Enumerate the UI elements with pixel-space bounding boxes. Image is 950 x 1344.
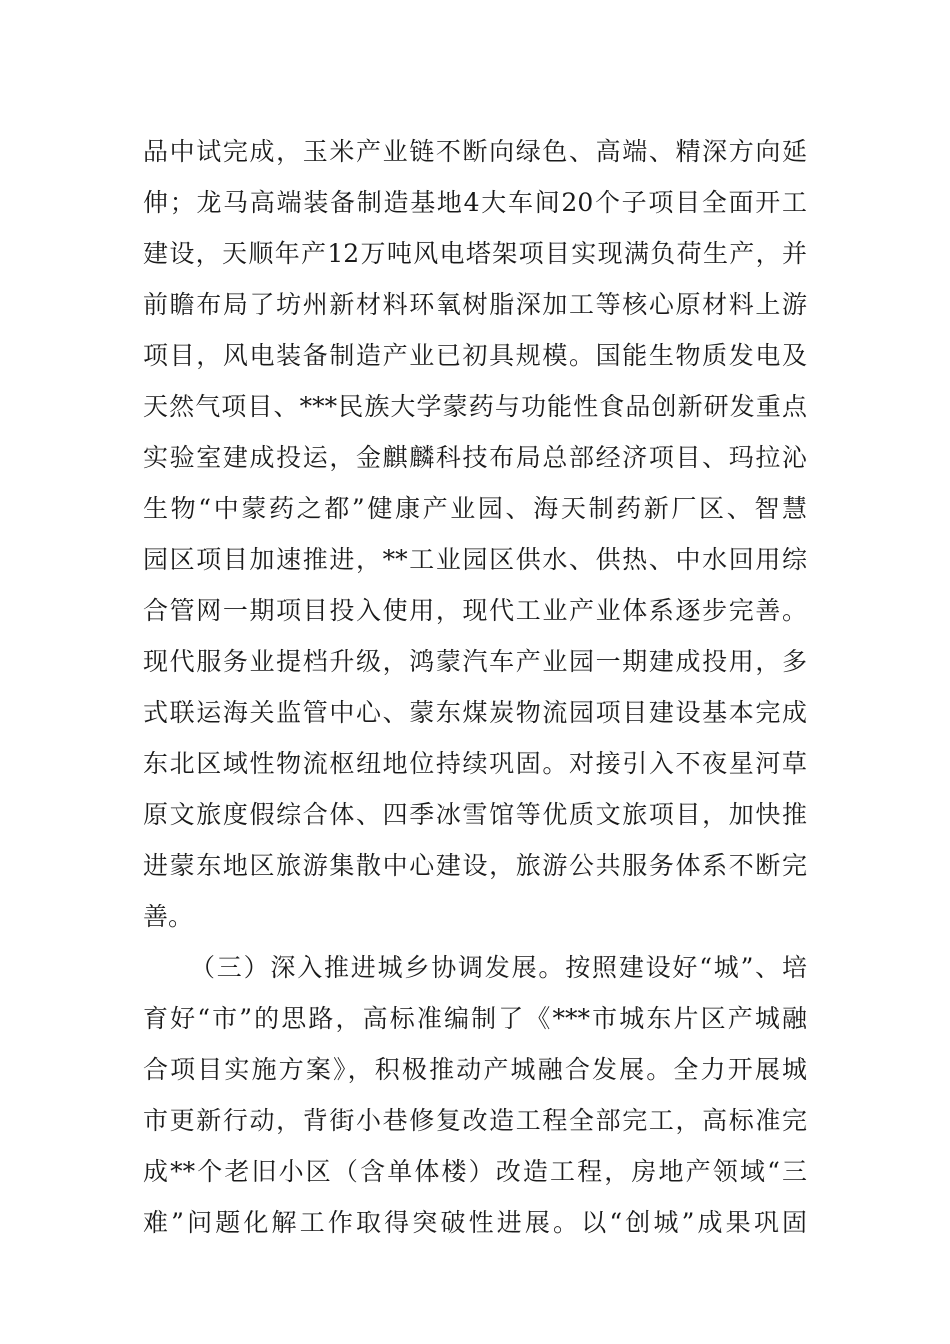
text-line: 育好“市”的思路，高标准编制了《***市城东片区产城融 — [143, 1004, 807, 1033]
text-line: 生物“中蒙药之都”健康产业园、海天制药新厂区、智慧 — [143, 494, 807, 523]
text-line: 式联运海关监管中心、蒙东煤炭物流园项目建设基本完成 — [143, 698, 807, 727]
text-line: 东北区域性物流枢纽地位持续巩固。对接引入不夜星河草 — [143, 749, 807, 778]
text-line: 原文旅度假综合体、四季冰雪馆等优质文旅项目，加快推 — [143, 800, 807, 829]
text-line: 实验室建成投运，金麒麟科技布局总部经济项目、玛拉沁 — [143, 443, 807, 472]
text-line: 品中试完成，玉米产业链不断向绿色、高端、精深方向延 — [143, 137, 807, 166]
text-line: 伸；龙马高端装备制造基地4大车间20个子项目全面开工 — [143, 188, 807, 217]
text-line: 园区项目加速推进，**工业园区供水、供热、中水回用综 — [143, 545, 807, 574]
text-line: 建设，天顺年产12万吨风电塔架项目实现满负荷生产，并 — [143, 239, 807, 268]
text-line: 进蒙东地区旅游集散中心建设，旅游公共服务体系不断完 — [143, 851, 807, 880]
text-line: 项目，风电装备制造产业已初具规模。国能生物质发电及 — [143, 341, 807, 370]
text-line: 合管网一期项目投入使用，现代工业产业体系逐步完善。 — [143, 596, 807, 625]
text-line: 成**个老旧小区（含单体楼）改造工程，房地产领域“三 — [143, 1157, 807, 1186]
text-line: 现代服务业提档升级，鸿蒙汽车产业园一期建成投用，多 — [143, 647, 807, 676]
text-line: 难”问题化解工作取得突破性进展。以“创城”成果巩固 — [143, 1208, 807, 1237]
section-heading-line: （三）深入推进城乡协调发展。按照建设好“城”、培 — [190, 953, 807, 982]
text-line: 合项目实施方案》，积极推动产城融合发展。全力开展城 — [143, 1055, 807, 1084]
text-line: 天然气项目、***民族大学蒙药与功能性食品创新研发重点 — [143, 392, 807, 421]
text-line: 市更新行动，背街小巷修复改造工程全部完工，高标准完 — [143, 1106, 807, 1135]
text-line: 前瞻布局了坊州新材料环氧树脂深加工等核心原材料上游 — [143, 290, 807, 319]
text-line: 善。 — [143, 902, 194, 931]
